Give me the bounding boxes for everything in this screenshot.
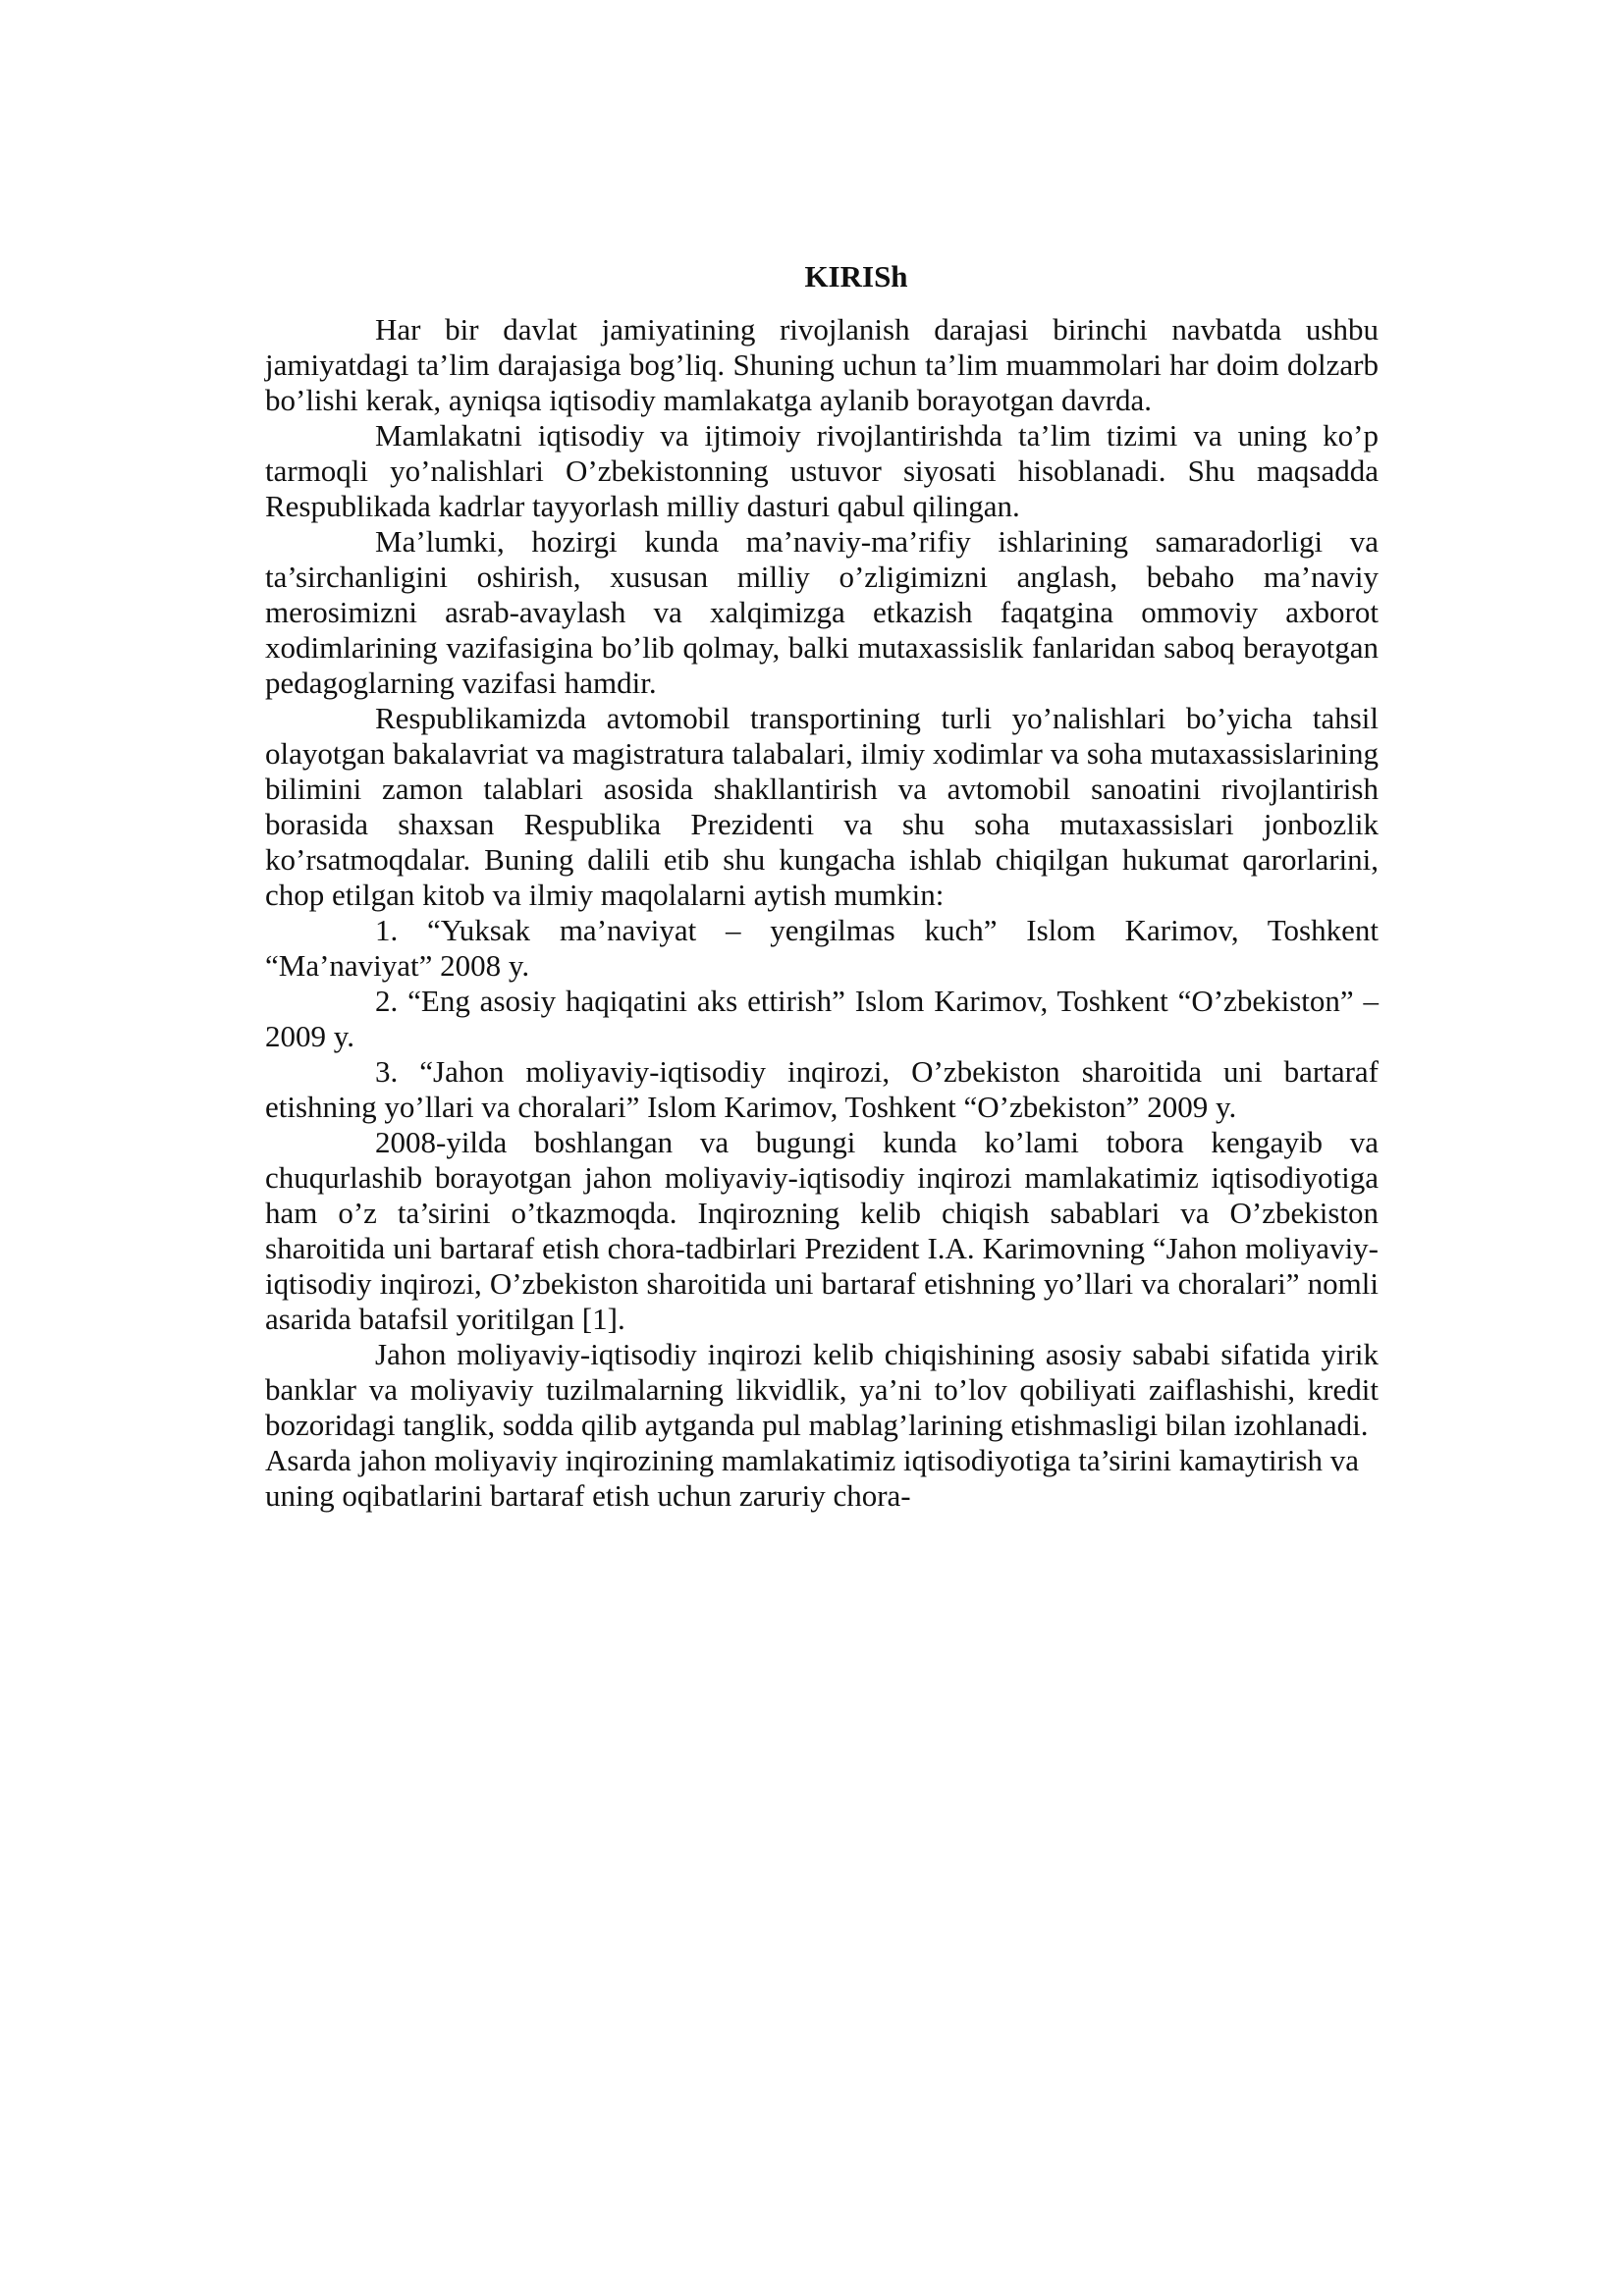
paragraph-crisis-causes: Jahon moliyaviy-iqtisodiy inqirozi kelib chiqishining asosiy sababi sifatida yirik banklar va moliyaviy tuzilmalarning likvidlik, ya’ni to’lov qobiliyati zaiflashishi, kredit bozoridagi tanglik, sodda qilib aytganda pul mablag’larining etishmasligi bilan izohlanadi. [265, 1337, 1379, 1442]
paragraph-intro: Har bir davlat jamiyatining rivojlanish darajasi birinchi navbatda ushbu jamiyatdagi ta’lim darajasiga bog’liq. Shuning uchun ta’lim muammolari har doim dolzarb bo’lishi kerak, ayniqsa iqtisodiy mamlakatga aylanib borayotgan davrda. [265, 312, 1379, 417]
document-page [265, 257, 1379, 1514]
paragraph-education-system: Mamlakatni iqtisodiy va ijtimoiy rivojlantirishda ta’lim tizimi va uning ko’p tarmoqli yo’nalishlari O’zbekistonning ustuvor siyosati hisoblanadi. Shu maqsadda Respublikada kadrlar tayyorlash milliy dasturi qabul qilingan. [265, 418, 1379, 523]
paragraph-spiritual-work: Ma’lumki, hozirgi kunda ma’naviy-ma’rifiy ishlarining samaradorligi va ta’sirchanligini oshirish, xususan milliy o’zligimizni anglash, bebaho ma’naviy merosimizni asrab-avaylash va xalqimizga etkazish faqatgina ommoviy axborot xodimlarining vazifasigina bo’lib qolmay, balki mutaxassislik fanlaridan saboq berayotgan pedagoglarning vazifasi hamdir. [265, 524, 1379, 700]
reference-item-3: 3. “Jahon moliyaviy-iqtisodiy inqirozi, O’zbekiston sharoitida uni bartaraf etishning yo’llari va choralari” Islom Karimov, Toshkent “O’zbekiston” 2009 y. [265, 1054, 1379, 1124]
paragraph-financial-crisis: 2008-yilda boshlangan va bugungi kunda ko’lami tobora kengayib va chuqurlashib borayotgan jahon moliyaviy-iqtisodiy inqirozi mamlakatimiz iqtisodiyotiga ham o’z ta’sirini o’tkazmoqda. Inqirozning kelib chiqish sabablari va O’zbekiston sharoitida uni bartaraf etish chora-tadbirlari Prezident I.A. Karimovning “Jahon moliyaviy-iqtisodiy inqirozi, O’zbekiston sharoitida uni bartaraf etishning yo’llari va choralari” nomli asarida batafsil yoritilgan [1]. [265, 1125, 1379, 1336]
reference-item-1: 1. “Yuksak ma’naviyat – yengilmas kuch” Islom Karimov, Toshkent “Ma’naviyat” 2008 y. [265, 913, 1379, 983]
reference-item-2: 2. “Eng asosiy haqiqatini aks ettirish” Islom Karimov, Toshkent “O’zbekiston” – 2009 y. [265, 984, 1379, 1053]
paragraph-automotive-transport: Respublikamizda avtomobil transportining turli yo’nalishlari bo’yicha tahsil olayotgan bakalavriat va magistratura talabalari, ilmiy xodimlar va soha mutaxassislarining bilimini zamon talablari asosida shakllantirish va avtomobil sanoatini rivojlantirish borasida shaxsan Respublika Prezidenti va shu soha mutaxassislari jonbozlik ko’rsatmoqdalar. Buning dalili etib shu kungacha ishlab chiqilgan hukumat qarorlarini, chop etilgan kitob va ilmiy maqolalarni aytish mumkin: [265, 701, 1379, 912]
paragraph-crisis-measures: Asarda jahon moliyaviy inqirozining mamlakatimiz iqtisodiyotiga ta’sirini kamaytirish va uning oqibatlarini bartaraf etish uchun zaruriy chora- [265, 1443, 1360, 1513]
document-title: KIRISh [804, 259, 908, 294]
